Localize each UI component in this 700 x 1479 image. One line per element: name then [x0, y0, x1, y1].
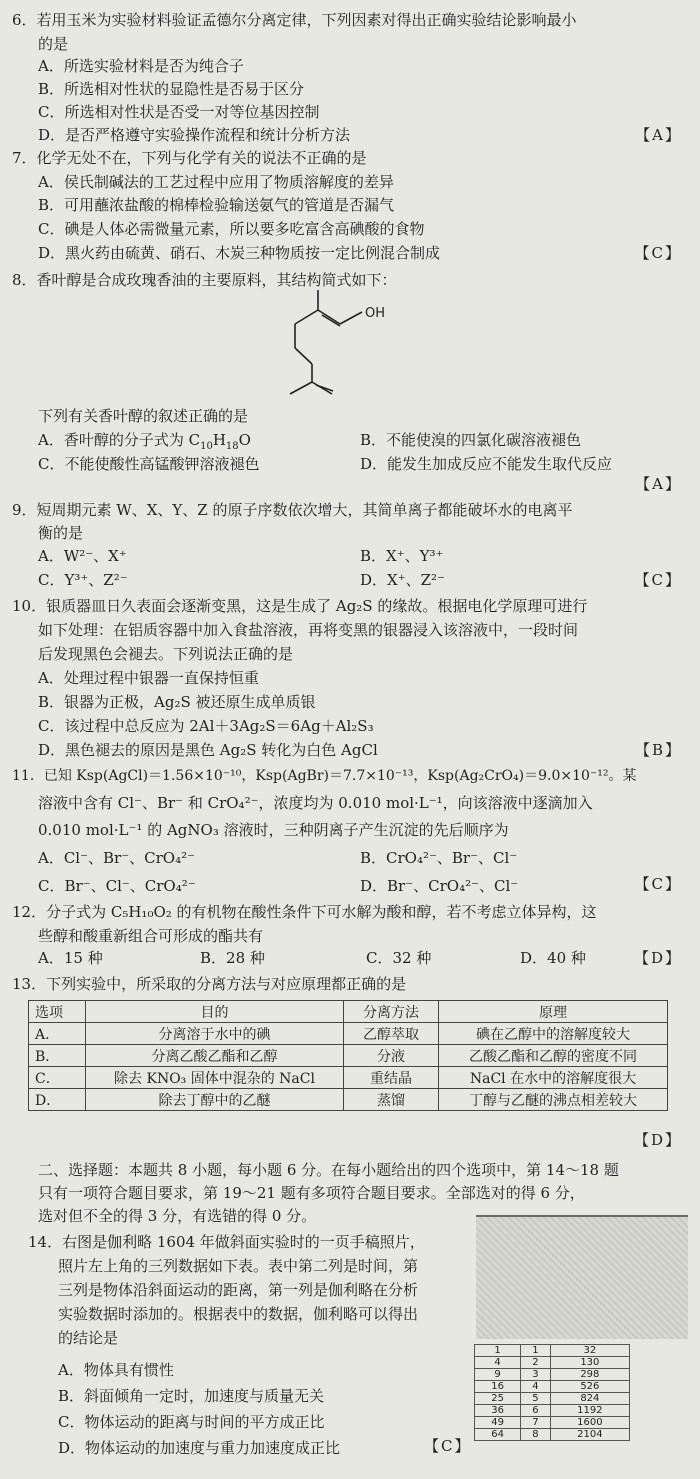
- gal-cell: 4: [521, 1381, 551, 1393]
- q9-option-c: C．Y³⁺、Z²⁻: [38, 571, 128, 589]
- q8-option-a-text: A．香叶醇的分子式为 C: [38, 431, 201, 449]
- gal-cell: 3: [521, 1369, 551, 1381]
- gal-cell: 2: [521, 1357, 551, 1369]
- q9-option-d: D．X⁺、Z²⁻: [360, 571, 445, 589]
- table-row: [475, 1345, 630, 1357]
- q6-option-b: B．所选相对性状的显隐性是否易于区分: [38, 80, 305, 98]
- table-row: [29, 1067, 668, 1089]
- gal-cell: 130: [550, 1357, 629, 1369]
- gal-cell: 1: [521, 1345, 551, 1357]
- q14-stem-2: 照片左上角的三列数据如下表。表中第二列是时间，第: [58, 1257, 419, 1275]
- q10-option-d: D．黑色褪去的原因是黑色 Ag₂S 转化为白色 AgCl: [38, 741, 378, 759]
- gal-cell: 36: [475, 1405, 521, 1417]
- q12-answer: 【D】: [633, 949, 682, 967]
- q6-stem-2: 的是: [38, 35, 69, 53]
- q12-option-d: D．40 种: [520, 949, 586, 967]
- q13-header-purpose: 目的: [86, 1001, 344, 1023]
- q12-stem-2: 些醇和酸重新组合可形成的酯共有: [38, 927, 264, 945]
- q13-cell: 蒸馏: [344, 1089, 439, 1111]
- table-row: [475, 1357, 630, 1369]
- q10-option-c: C．该过程中总反应为 2Al＋3Ag₂S＝6Ag＋Al₂S₃: [38, 717, 374, 735]
- q13-cell: 丁醇与乙醚的沸点相差较大: [439, 1089, 668, 1111]
- manuscript-photo: [476, 1215, 688, 1339]
- table-row: [475, 1417, 630, 1429]
- q14-stem-3: 三列是物体沿斜面运动的距离，第一列是伽利略在分析: [58, 1281, 419, 1299]
- q13-answer: 【D】: [633, 1131, 682, 1149]
- q14-option-d: D．物体运动的加速度与重力加速度成正比: [58, 1439, 341, 1457]
- q8-option-a-c-count: 10: [200, 441, 213, 452]
- table-row: [29, 1089, 668, 1111]
- q13-cell: B．: [29, 1045, 86, 1067]
- gal-cell: 1: [475, 1345, 521, 1357]
- q9-option-a: A．W²⁻、X⁺: [38, 547, 127, 565]
- q14-option-c: C．物体运动的距离与时间的平方成正比: [58, 1413, 325, 1431]
- q7-option-b: B．可用蘸浓盐酸的棉棒检验输送氨气的管道是否漏气: [38, 196, 395, 214]
- table-row: [29, 1023, 668, 1045]
- q9-stem-2: 衡的是: [38, 524, 84, 542]
- q14-answer: 【C】: [424, 1437, 472, 1455]
- gal-cell: 49: [475, 1417, 521, 1429]
- q14-option-b: B．斜面倾角一定时，加速度与质量无关: [58, 1387, 325, 1405]
- section2-line-2: 只有一项符合题目要求，第 19～21 题有多项符合题目要求。全部选对的得 6 分，: [38, 1184, 585, 1202]
- q14-stem-4: 实验数据时添加的。根据表中的数据，伽利略可以得出: [58, 1305, 419, 1323]
- q12-option-b: B．28 种: [200, 949, 265, 967]
- q12-stem-1: 12．分子式为 C₅H₁₀O₂ 的有机物在酸性条件下可水解为酸和醇，若不考虑立体异构，这: [12, 903, 597, 921]
- q13-cell: 除去 KNO₃ 固体中混杂的 NaCl: [86, 1067, 344, 1089]
- q8-option-c: C．不能使酸性高锰酸钾溶液褪色: [38, 455, 260, 473]
- q11-answer: 【C】: [634, 875, 682, 893]
- q14-stem-1: 14．右图是伽利略 1604 年做斜面实验时的一页手稿照片，: [28, 1233, 425, 1251]
- gal-cell: 1192: [550, 1405, 629, 1417]
- q11-option-c: C．Br⁻、Cl⁻、CrO₄²⁻: [38, 877, 196, 895]
- section2-line-3: 选对但不全的得 3 分，有选错的得 0 分。: [38, 1207, 317, 1225]
- q13-cell: 乙酸乙酯和乙醇的密度不同: [439, 1045, 668, 1067]
- gal-cell: 5: [521, 1393, 551, 1405]
- q13-cell: A．: [29, 1023, 86, 1045]
- q8-option-a-h-count: 18: [225, 441, 239, 452]
- q8-stem: 8．香叶醇是合成玫瑰香油的主要原料，其结构简式如下：: [12, 271, 397, 289]
- q8-option-d: D．能发生加成反应不能发生取代反应: [360, 455, 613, 473]
- table-row: [475, 1393, 630, 1405]
- table-row: [475, 1369, 630, 1381]
- q13-cell: 重结晶: [344, 1067, 439, 1089]
- gal-cell: 4: [475, 1357, 521, 1369]
- q13-header-option: 选项: [29, 1001, 86, 1023]
- q8-answer: 【A】: [635, 475, 682, 493]
- q11-option-a: A．Cl⁻、Br⁻、CrO₄²⁻: [38, 849, 196, 867]
- q13-cell: D．: [29, 1089, 86, 1111]
- q13-cell: C．: [29, 1067, 86, 1089]
- section2-line-1: 二、选择题：本题共 8 小题，每小题 6 分。在每小题给出的四个选项中，第 14～18 题: [38, 1161, 619, 1179]
- gal-cell: 824: [550, 1393, 629, 1405]
- geraniol-structure: [270, 290, 400, 400]
- q6-option-d: D．是否严格遵守实验操作流程和统计分析方法: [38, 126, 351, 144]
- q11-stem-1: 11．已知 Ksp(AgCl)＝1.56×10⁻¹⁰，Ksp(AgBr)＝7.7×10⁻¹³，Ksp(Ag₂CrO₄)＝9.0×10⁻¹²。某: [12, 768, 637, 784]
- q9-answer: 【C】: [634, 571, 682, 589]
- q7-option-a: A．侯氏制碱法的工艺过程中应用了物质溶解度的差异: [38, 173, 394, 191]
- gal-cell: 32: [550, 1345, 629, 1357]
- gal-cell: 298: [550, 1369, 629, 1381]
- q12-option-a: A．15 种: [38, 949, 103, 967]
- q8-option-a: [38, 430, 251, 457]
- q8-option-a-o: O: [238, 431, 251, 449]
- gal-cell: 6: [521, 1405, 551, 1417]
- q12-option-c: C．32 种: [366, 949, 432, 967]
- gal-cell: 64: [475, 1429, 521, 1441]
- q13-stem: 13．下列实验中，所采取的分离方法与对应原理都正确的是: [12, 975, 407, 993]
- q13-cell: NaCl 在水中的溶解度很大: [439, 1067, 668, 1089]
- q11-stem-2: 溶液中含有 Cl⁻、Br⁻ 和 CrO₄²⁻，浓度均为 0.010 mol·L⁻¹，向该溶液中逐滴加入: [38, 794, 593, 812]
- gal-cell: 1600: [550, 1417, 629, 1429]
- q13-header-method: 分离方法: [344, 1001, 439, 1023]
- q7-stem: 7．化学无处不在，下列与化学有关的说法不正确的是: [12, 149, 367, 167]
- q6-option-a: A．所选实验材料是否为纯合子: [38, 57, 244, 75]
- q13-cell: 分离溶于水中的碘: [86, 1023, 344, 1045]
- q13-cell: 乙醇萃取: [344, 1023, 439, 1045]
- gal-cell: 526: [550, 1381, 629, 1393]
- gal-cell: 7: [521, 1417, 551, 1429]
- q14-stem-5: 的结论是: [58, 1329, 119, 1347]
- table-row: [475, 1429, 630, 1441]
- gal-cell: 8: [521, 1429, 551, 1441]
- q6-stem-1: 6．若用玉米为实验材料验证孟德尔分离定律，下列因素对得出正确实验结论影响最小: [12, 11, 577, 29]
- q10-answer: 【B】: [634, 741, 682, 759]
- q10-option-b: B．银器为正极，Ag₂S 被还原生成单质银: [38, 693, 316, 711]
- q8-option-a-h: H: [212, 431, 226, 449]
- table-row: [475, 1381, 630, 1393]
- q10-stem-2: 如下处理：在铝质容器中加入食盐溶液，再将变黑的银器浸入该溶液中，一段时间: [38, 621, 579, 639]
- q7-option-d: D．黑火药由硫黄、硝石、木炭三种物质按一定比例混合制成: [38, 244, 441, 262]
- q13-cell: 分离乙酸乙酯和乙醇: [86, 1045, 344, 1067]
- q8-option-b: B．不能使溴的四氯化碳溶液褪色: [360, 431, 582, 449]
- q9-option-b: B．X⁺、Y³⁺: [360, 547, 444, 565]
- q13-header-principle: 原理: [439, 1001, 668, 1023]
- q10-stem-1: 10．银质器皿日久表面会逐渐变黑，这是生成了 Ag₂S 的缘故。根据电化学原理可进行: [12, 597, 588, 615]
- oh-label: OH: [365, 306, 386, 321]
- q7-option-c: C．碘是人体必需微量元素，所以要多吃富含高碘酸的食物: [38, 220, 425, 238]
- gal-cell: 9: [475, 1369, 521, 1381]
- q6-answer: 【A】: [635, 126, 682, 144]
- q13-table: [28, 1000, 668, 1111]
- q10-stem-3: 后发现黑色会褪去。下列说法正确的是: [38, 645, 294, 663]
- q13-cell: 分液: [344, 1045, 439, 1067]
- q13-cell: 碘在乙醇中的溶解度较大: [439, 1023, 668, 1045]
- galileo-data-table: [474, 1344, 630, 1441]
- gal-cell: 2104: [550, 1429, 629, 1441]
- q13-table-header: [29, 1001, 668, 1023]
- q7-answer: 【C】: [634, 244, 682, 262]
- q11-option-d: D．Br⁻、CrO₄²⁻、Cl⁻: [360, 877, 519, 895]
- table-row: [29, 1045, 668, 1067]
- q8-sub-stem: 下列有关香叶醇的叙述正确的是: [38, 407, 249, 425]
- q11-option-b: B．CrO₄²⁻、Br⁻、Cl⁻: [360, 849, 518, 867]
- q13-cell: 除去丁醇中的乙醚: [86, 1089, 344, 1111]
- gal-cell: 25: [475, 1393, 521, 1405]
- q10-option-a: A．处理过程中银器一直保持恒重: [38, 669, 259, 687]
- gal-cell: 16: [475, 1381, 521, 1393]
- q11-stem-3: 0.010 mol·L⁻¹ 的 AgNO₃ 溶液时，三种阴离子产生沉淀的先后顺序为: [38, 821, 509, 839]
- q6-option-c: C．所选相对性状是否受一对等位基因控制: [38, 103, 320, 121]
- table-row: [475, 1405, 630, 1417]
- q14-option-a: A．物体具有惯性: [58, 1361, 174, 1379]
- q9-stem-1: 9．短周期元素 W、X、Y、Z 的原子序数依次增大，其简单离子都能破坏水的电离平: [12, 501, 573, 519]
